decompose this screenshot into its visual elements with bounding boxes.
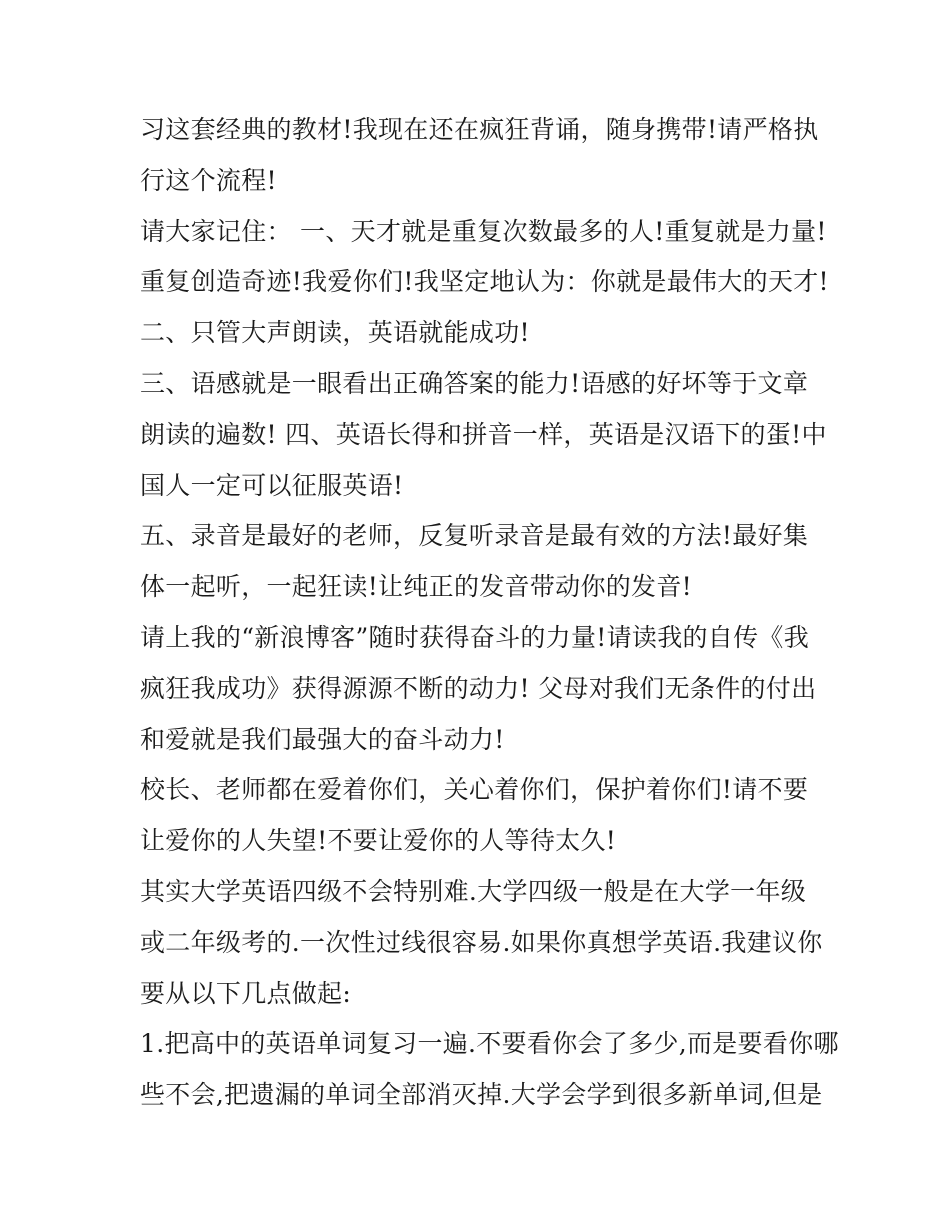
text-line: 国人一定可以征服英语! (140, 470, 404, 500)
text-line: 请上我的“新浪博客”随时获得奋斗的力量!请读我的自传《我 (140, 622, 810, 652)
text-line: 行这个流程! (140, 165, 277, 195)
text-line: 习这套经典的教材!我现在还在疯狂背诵，随身携带!请严格执 (140, 115, 819, 144)
text-line: 二、只管大声朗读，英语就能成功! (140, 318, 530, 348)
text-line: 些不会,把遗漏的单词全部消灭掉.大学会学到很多新单词,但是 (140, 1080, 823, 1110)
text-line: 1.把高中的英语单词复习一遍.不要看你会了多少,而是要看你哪 (140, 1029, 839, 1059)
text-line: 要从以下几点做起: (140, 978, 352, 1008)
text-line: 和爱就是我们最强大的奋斗动力! (140, 724, 505, 754)
text-line: 重复创造奇迹!我爱你们!我坚定地认为：你就是最伟大的天才! (140, 267, 829, 297)
text-line: 其实大学英语四级不会特别难.大学四级一般是在大学一年级 (140, 876, 807, 906)
body-text (140, 105, 839, 1121)
text-line: 体一起听，一起狂读!让纯正的发音带动你的发音! (140, 572, 692, 602)
text-line: 请大家记住： 一、天才就是重复次数最多的人!重复就是力量! (140, 216, 827, 246)
text-line: 五、录音是最好的老师，反复听录音是最有效的方法!最好集 (140, 521, 809, 551)
text-line: 朗读的遍数! 四、英语长得和拼音一样，英语是汉语下的蛋!中 (140, 419, 827, 449)
text-line: 校长、老师都在爱着你们，关心着你们，保护着你们!请不要 (140, 775, 809, 805)
text-line: 让爱你的人失望!不要让爱你的人等待太久! (140, 826, 617, 856)
text-line: 疯狂我成功》获得源源不断的动力! 父母对我们无条件的付出 (140, 673, 817, 703)
text-line: 三、语感就是一眼看出正确答案的能力!语感的好坏等于文章 (140, 368, 809, 398)
text-line: 或二年级考的.一次性过线很容易.如果你真想学英语.我建议你 (140, 927, 823, 957)
